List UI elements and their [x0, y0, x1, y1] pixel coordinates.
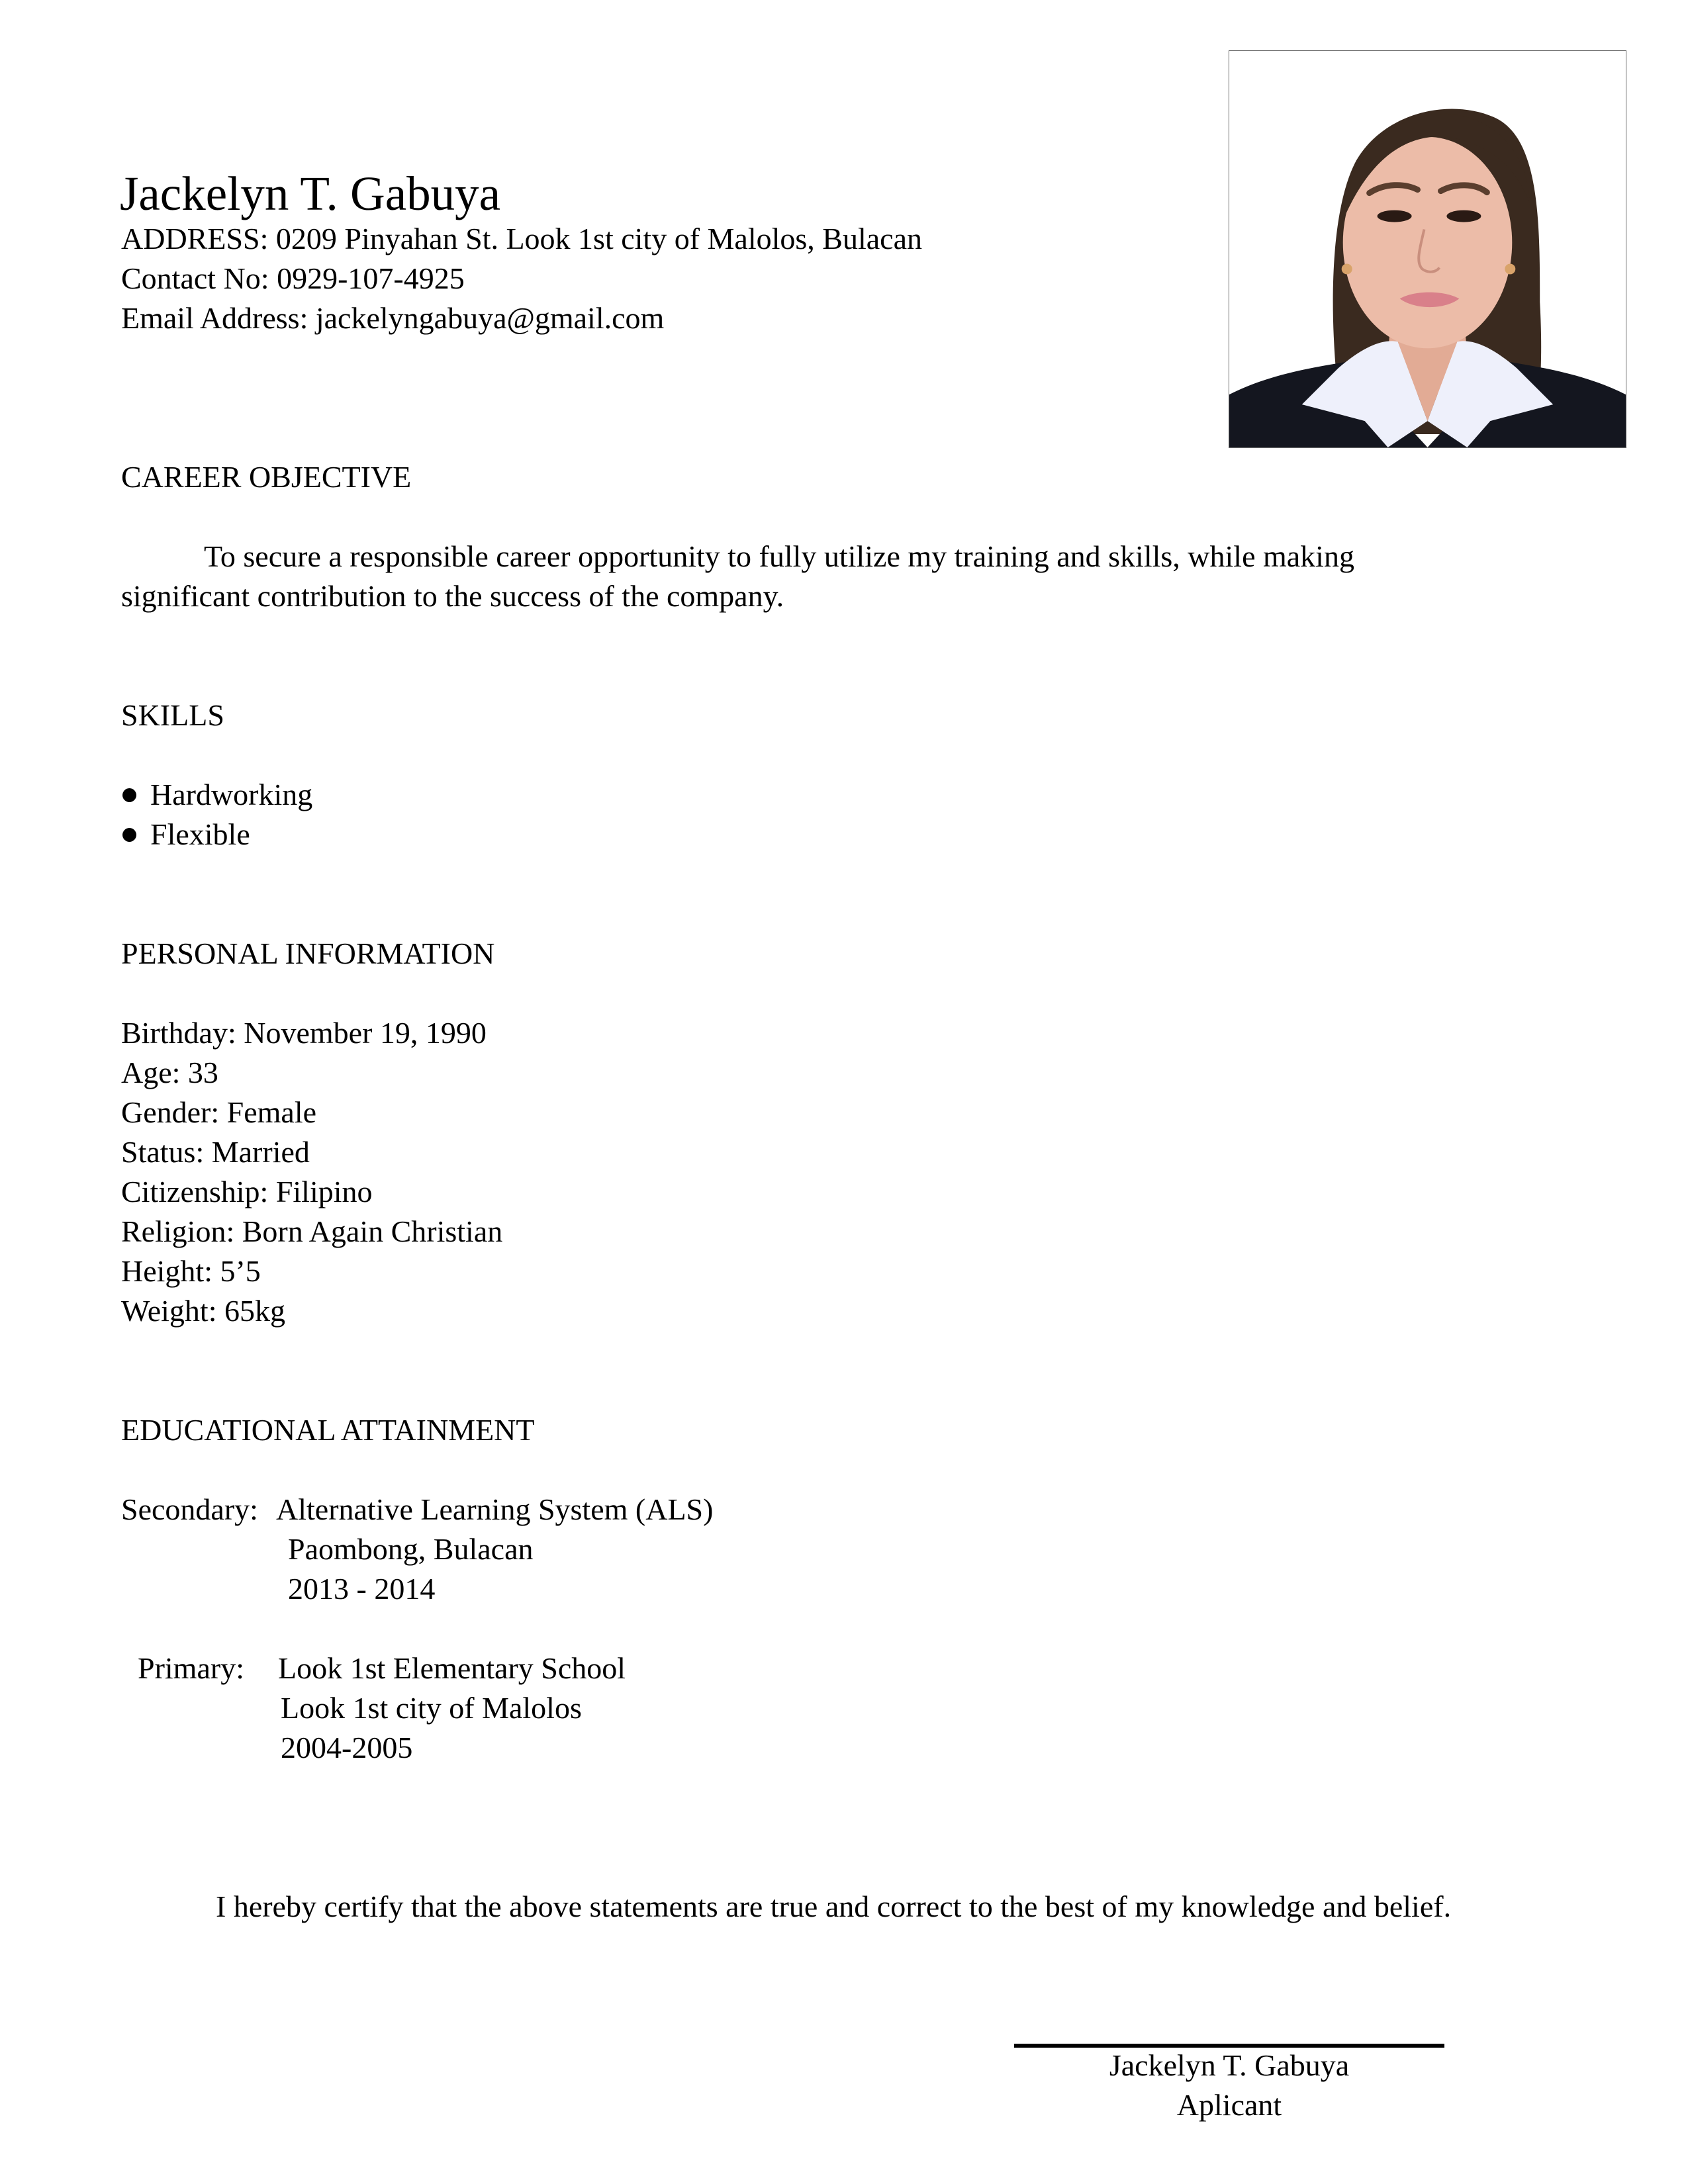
primary-years: 2004-2005 [281, 1731, 413, 1764]
personal-information-heading: PERSONAL INFORMATION [121, 936, 495, 970]
career-objective-text-line-1: To secure a responsible career opportunity to fully utilize my training and skills, while making [204, 539, 1354, 573]
personal-field-height: Height: 5’5 [121, 1254, 261, 1288]
personal-field-birthday: Birthday: November 19, 1990 [121, 1016, 487, 1050]
personal-field-gender: Gender: Female [121, 1095, 317, 1129]
primary-label: Primary: [138, 1651, 244, 1685]
skill-label: Hardworking [150, 778, 313, 811]
applicant-photo [1229, 50, 1626, 448]
contact-number-line: Contact No: 0929-107-4925 [121, 261, 465, 295]
personal-field-status: Status: Married [121, 1135, 310, 1169]
signatory-name: Jackelyn T. Gabuya [1109, 2048, 1350, 2082]
signatory-role: Aplicant [1176, 2088, 1282, 2122]
personal-field-religion: Religion: Born Again Christian [121, 1214, 503, 1248]
applicant-name-heading: Jackelyn T. Gabuya [120, 167, 501, 220]
email-address-line: Email Address: jackelyngabuya@gmail.com [121, 301, 665, 335]
career-objective-heading: CAREER OBJECTIVE [121, 460, 412, 494]
secondary-years: 2013 - 2014 [288, 1572, 436, 1606]
skill-label: Flexible [150, 817, 250, 851]
certification-statement: I hereby certify that the above statements are true and correct to the best of my knowledge and belief. [216, 1889, 1452, 1923]
primary-location: Look 1st city of Malolos [281, 1691, 582, 1725]
skills-heading: SKILLS [121, 698, 224, 732]
career-objective-text-line-2: significant contribution to the success of the company. [121, 579, 784, 613]
secondary-school: Alternative Learning System (ALS) [276, 1492, 714, 1526]
bullet-dot-icon [122, 788, 136, 802]
bullet-dot-icon [122, 828, 136, 842]
primary-school: Look 1st Elementary School [278, 1651, 626, 1685]
portrait-photo-icon [1229, 51, 1626, 447]
personal-field-citizenship: Citizenship: Filipino [121, 1175, 373, 1208]
educational-attainment-heading: EDUCATIONAL ATTAINMENT [121, 1413, 535, 1447]
secondary-location: Paombong, Bulacan [288, 1532, 534, 1566]
secondary-label: Secondary: [121, 1492, 258, 1526]
personal-field-age: Age: 33 [121, 1056, 218, 1089]
personal-field-weight: Weight: 65kg [121, 1294, 285, 1328]
address-line: ADDRESS: 0209 Pinyahan St. Look 1st city of Malolos, Bulacan [121, 222, 923, 255]
